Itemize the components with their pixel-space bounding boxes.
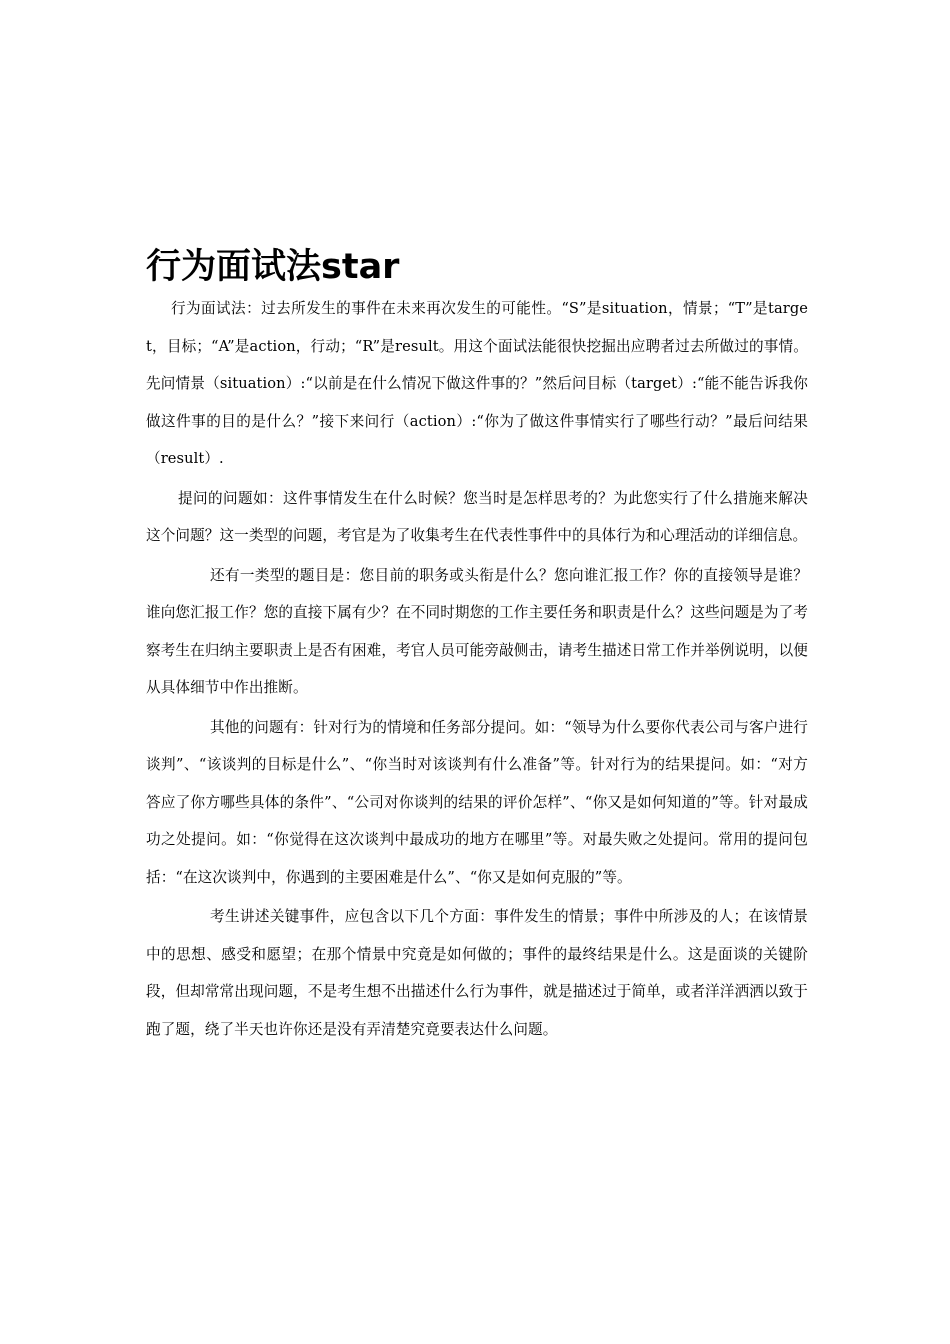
paragraph-other-questions: 其他的问题有：针对行为的情境和任务部分提问。如：“领导为什么要你代表公司与客户进行谈判”、“该谈判的目标是什么”、“你当时对该谈判有什么准备”等。针对行为的结果提问。如：“对方答应了你方哪些具体的条件”、“公司对你谈判的结果的评价怎样”、“你又是如何知道的”等。针对最成功之处提问。如：“你觉得在这次谈判中最成功的地方在哪里”等。对最失败之处提问。常用的提问包括：“在这次谈判中，你遇到的主要困难是什么”、“你又是如何克服的”等。 bbox=[146, 718, 808, 886]
document-page bbox=[146, 244, 808, 1048]
paragraph-question-examples: 提问的问题如：这件事情发生在什么时候？您当时是怎样思考的？为此您实行了什么措施来解决这个问题？这一类型的问题，考官是为了收集考生在代表性事件中的具体行为和心理活动的详细信息。 bbox=[146, 489, 808, 544]
paragraph-star-definition: 行为面试法：过去所发生的事件在未来再次发生的可能性。“S”是situation，情景；“T”是target，目标；“A”是action，行动；“R”是result。用这个面试法能很快挖掘出应聘者过去所做过的事情。先问情景（situation）:“以前是在什么情况下做这件事的？”然后问目标（target）:“能不能告诉我你做这件事的目的是什么？”接下来问行（action）:“你为了做这件事情实行了哪些行动？”最后问结果（result）. bbox=[146, 300, 808, 467]
paragraph-job-duties-questions: 还有一类型的题目是：您目前的职务或头衔是什么？您向谁汇报工作？你的直接领导是谁？谁向您汇报工作？您的直接下属有少？在不同时期您的工作主要任务和职责是什么？这些问题是为了考察考生在归纳主要职责上是否有困难，考官人员可能旁敲侧击，请考生描述日常工作并举例说明，以便从具体细节中作出推断。 bbox=[146, 566, 808, 696]
document-title: 行为面试法star bbox=[146, 247, 400, 287]
paragraph-key-events: 考生讲述关键事件，应包含以下几个方面：事件发生的情景；事件中所涉及的人；在该情景中的思想、感受和愿望；在那个情景中究竟是如何做的；事件的最终结果是什么。这是面谈的关键阶段，但却常常出现问题，不是考生想不出描述什么行为事件，就是描述过于简单，或者洋洋洒洒以致于跑了题，绕了半天也许你还是没有弄清楚究竟要表达什么问题。 bbox=[146, 908, 808, 1038]
